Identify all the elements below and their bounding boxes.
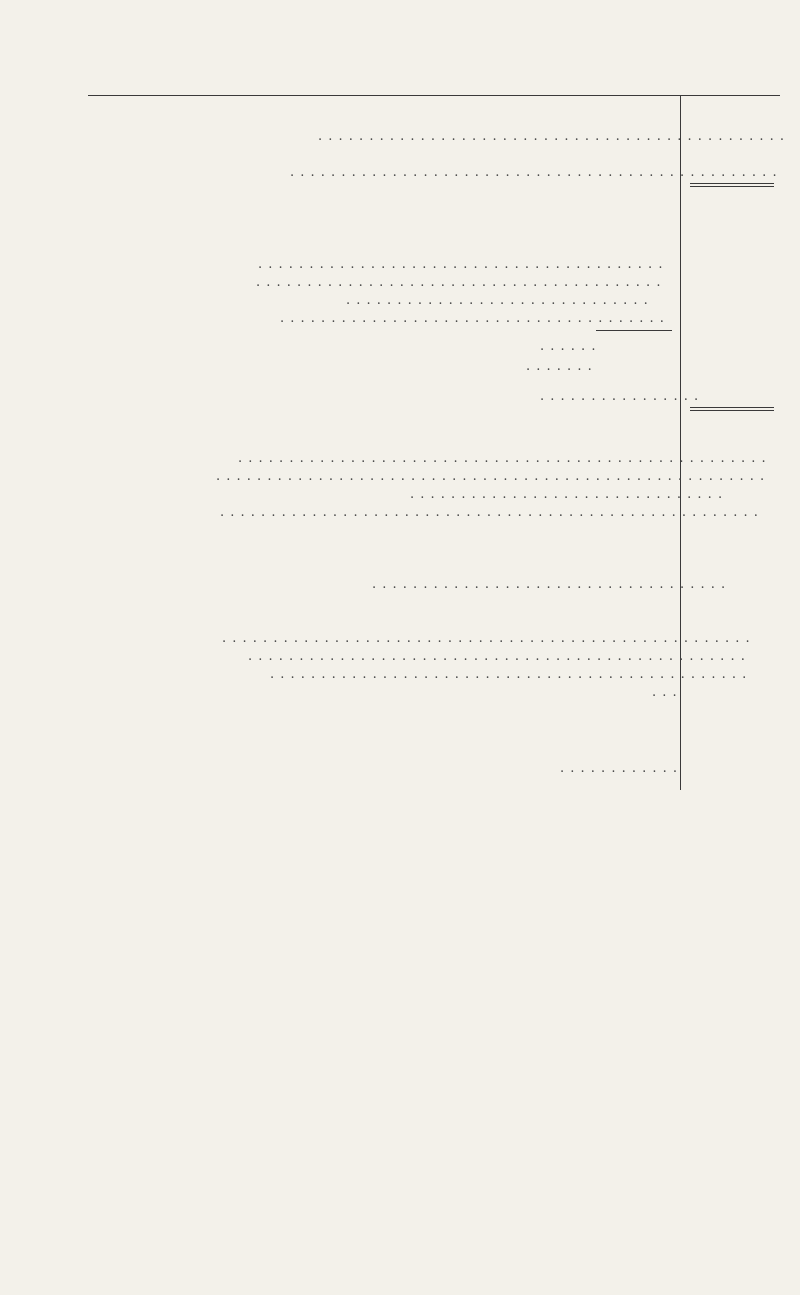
leader-dots: . . . . . . . . . . . . (560, 761, 679, 776)
top-rule (88, 95, 780, 96)
leader-dots: . . . . . . . . . . . . . . . . . . . . . . . . . . . . . . (346, 293, 649, 308)
leader-dots: . . . . . . . . . . . . . . . . . . . . . . . . . . . . . . . . . . . . . . . . . . . . . . . . . . . . . (220, 505, 759, 520)
value-rule (690, 410, 774, 411)
leader-dots: . . . . . . . . . . . . . . . . . . . . . . . . . . . . . . . . . . . . . . . . . . . . . . (318, 129, 786, 144)
leader-dots: . . . . . . . . . . . . . . . . . . . . . . . . . . . . . . . . . . . . . . . . . . . . . . . . . (248, 649, 746, 664)
leader-dots: . . . . . . . . . . . . . . . . (540, 389, 700, 404)
value-rule (690, 183, 774, 184)
leader-dots: . . . (652, 685, 678, 700)
value-rule (690, 186, 774, 187)
subtotal-rule (596, 330, 672, 331)
leader-dots: . . . . . . . . . . . . . . . . . . . . . . . . . . . . . . . . . . . . . . . . . . . . . . . . . . . . (238, 451, 767, 466)
leader-dots: . . . . . . . . . . . . . . . . . . . . . . . . . . . . . . . . . . . . . . . . . . . . . . . . (290, 165, 778, 180)
leader-dots: . . . . . . . . . . . . . . . . . . . . . . . . . . . . . . . . . . . . . . . . . . . . . . . (270, 667, 748, 682)
leader-dots: . . . . . . . (526, 359, 593, 374)
leader-dots: . . . . . . . . . . . . . . . . . . . . . . . . . . . . . . . . . . . . . . (280, 311, 665, 326)
leader-dots: . . . . . . . . . . . . . . . . . . . . . . . . . . . . . . . . . . . . . . . . . . . . . . . . . . . . . . (216, 469, 766, 484)
leader-dots: . . . . . . . . . . . . . . . . . . . . . . . . . . . . . . . . . . . . . . . . . . . . . . . . . . . . (222, 631, 751, 646)
column-divider (680, 95, 681, 790)
value-rule (690, 407, 774, 408)
leader-dots: . . . . . . . . . . . . . . . . . . . . . . . . . . . . . . . . . . . (372, 577, 727, 592)
leader-dots: . . . . . . . . . . . . . . . . . . . . . . . . . . . . . . . (410, 487, 724, 502)
leader-dots: . . . . . . . . . . . . . . . . . . . . . . . . . . . . . . . . . . . . . . . . (256, 275, 662, 290)
leader-dots: . . . . . . (540, 339, 597, 354)
leader-dots: . . . . . . . . . . . . . . . . . . . . . . . . . . . . . . . . . . . . . . . . (258, 257, 664, 272)
